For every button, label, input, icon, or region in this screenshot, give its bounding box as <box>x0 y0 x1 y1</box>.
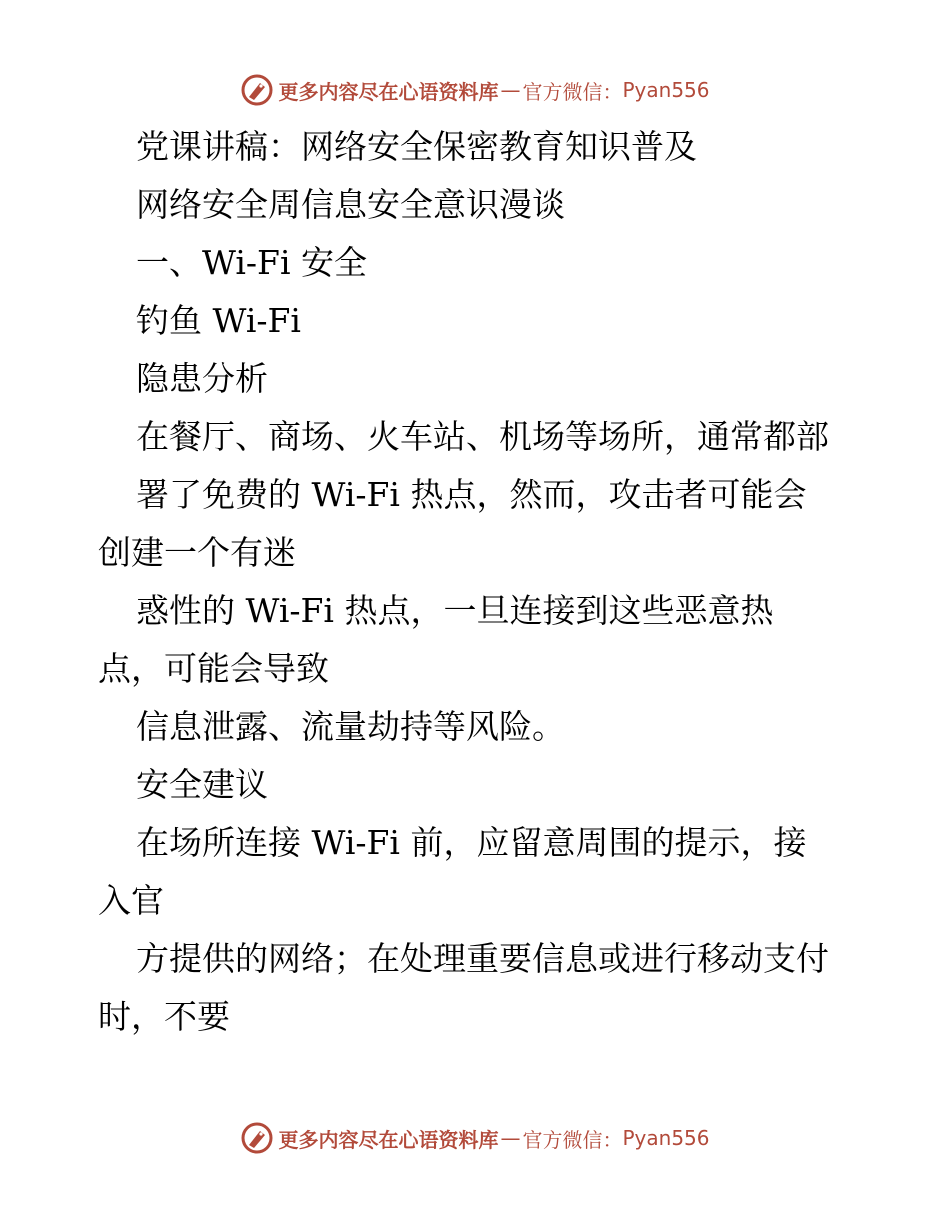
text-line: 创建一个有迷 <box>98 533 296 572</box>
text-line: 钓鱼 Wi-Fi <box>136 301 301 340</box>
text-line: 时，不要 <box>98 997 230 1036</box>
text-line: 网络安全周信息安全意识漫谈 <box>136 185 565 224</box>
footer-banner <box>0 1118 950 1158</box>
text-line: 入官 <box>98 881 164 920</box>
pen-nib-logo-icon <box>240 73 274 107</box>
text-line: 隐患分析 <box>136 359 268 398</box>
text-line: 党课讲稿：网络安全保密教育知识普及 <box>136 127 697 166</box>
text-line: 在场所连接 Wi-Fi 前，应留意周围的提示，接 <box>136 823 807 862</box>
document-body <box>98 118 898 1046</box>
text-line: 方提供的网络；在处理重要信息或进行移动支付 <box>136 939 829 978</box>
banner-dash: — <box>500 1126 521 1150</box>
text-line: 点，可能会导致 <box>98 649 329 688</box>
banner-sub-text: 官方微信： <box>522 79 623 104</box>
pen-nib-logo-icon <box>240 1121 274 1155</box>
banner-main-text: 更多内容尽在心语资料库 <box>278 79 499 104</box>
text-line: 信息泄露、流量劫持等风险。 <box>136 707 565 746</box>
text-line: 一、Wi-Fi 安全 <box>136 243 367 282</box>
text-line: 安全建议 <box>136 765 268 804</box>
banner-main-text: 更多内容尽在心语资料库 <box>278 1127 499 1152</box>
banner-wechat-id: Pyan556 <box>622 1126 710 1150</box>
text-line: 惑性的 Wi-Fi 热点，一旦连接到这些恶意热 <box>136 591 774 630</box>
header-banner <box>0 70 950 110</box>
text-line: 署了免费的 Wi-Fi 热点，然而，攻击者可能会 <box>136 475 807 514</box>
banner-wechat-id: Pyan556 <box>622 78 710 102</box>
banner-sub-text: 官方微信： <box>522 1127 623 1152</box>
text-line: 在餐厅、商场、火车站、机场等场所，通常都部 <box>136 417 829 456</box>
banner-dash: — <box>500 78 521 102</box>
